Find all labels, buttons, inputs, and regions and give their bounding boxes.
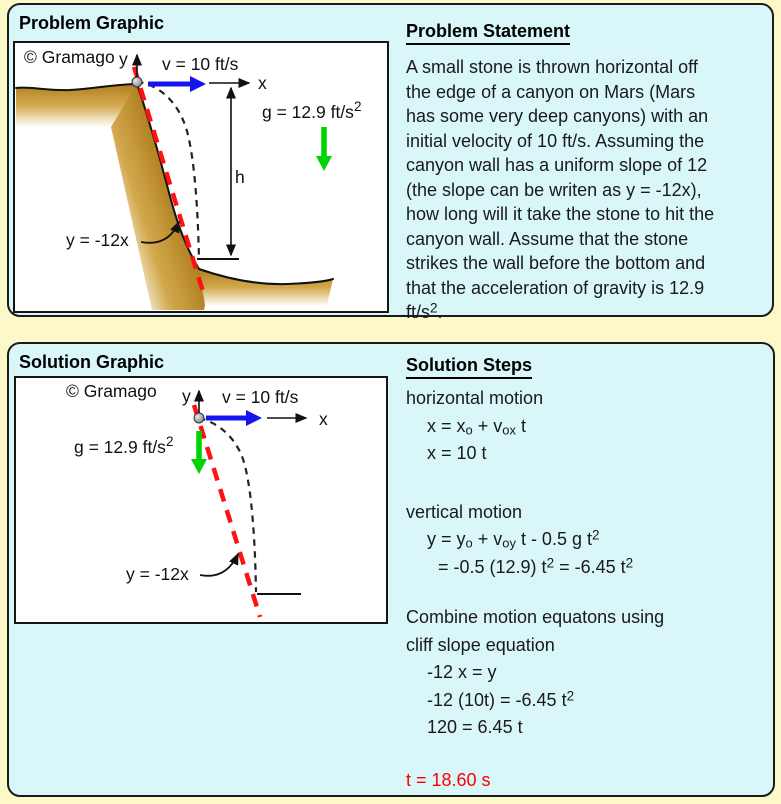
gravity-label: g = 12.9 $ft/s^2$: [262, 99, 362, 122]
height-label: h: [235, 167, 245, 187]
velocity-label: v = 10 ft/s: [162, 54, 239, 74]
x-axis-label: x: [319, 409, 328, 429]
problem-graphic-box: [13, 41, 389, 313]
problem-statement-text: [406, 55, 774, 325]
statement-line: how long will it take the stone to hit the: [406, 204, 715, 224]
step-heading-vertical: vertical motion: [406, 501, 523, 522]
gravity-arrow: [316, 127, 332, 171]
solution-panel-title: Solution Graphic: [19, 352, 165, 372]
equation-combine-3: 120 = 6.45 t: [427, 717, 523, 737]
equation-combine-1: -12 x = y: [427, 662, 497, 682]
slope-equation-callout: [126, 554, 238, 584]
y-axis-label: y: [182, 386, 191, 406]
slope-equation-label: y = -12x: [126, 564, 189, 584]
solution-panel: [7, 342, 775, 797]
statement-line: (the slope can be writen as y = -12x),: [406, 179, 702, 200]
solution-graphic-svg: [16, 378, 386, 622]
statement-line: A small stone is thrown horizontal off: [406, 57, 698, 77]
gravity-label: g = 12.9 $ft/s^2$: [74, 434, 174, 457]
solution-steps-title: Solution Steps: [406, 355, 532, 379]
step-heading-combine-1: Combine motion equatons using: [406, 607, 665, 627]
statement-line: canyon wall. Assume that the stone: [406, 228, 689, 249]
statement-line: strikes the wall before the bottom and: [406, 253, 706, 273]
equation-y-value: = -0.5 (12.9) $t^2 = -6.45$ $t^2$: [438, 555, 634, 577]
equation-y-general: $y = y_o + v_{oy}$ t - 0.5 g $t^2$: [427, 527, 600, 551]
solution-graphic-box: [14, 376, 388, 624]
height-dimension: [231, 88, 245, 255]
problem-panel: [7, 3, 774, 322]
step-heading-combine-2: cliff slope equation: [406, 634, 555, 655]
stone: [194, 413, 204, 423]
statement-line: the edge of a canyon on Mars (Mars: [406, 81, 696, 102]
problem-graphic-svg: [15, 43, 387, 311]
velocity-arrow: [148, 76, 206, 92]
statement-line-last: $ft/s^2$.: [406, 300, 443, 322]
trajectory-dashed-curve: [199, 418, 256, 592]
statement-line: that the acceleration of gravity is 12.9: [406, 277, 705, 298]
equation-x-value: x = 10 t: [427, 443, 487, 463]
result-value: t = 18.60 s: [406, 769, 491, 790]
x-axis: [267, 409, 328, 429]
velocity-label: v = 10 ft/s: [222, 387, 299, 407]
solution-steps-text: [406, 385, 774, 794]
problem-panel-title: Problem Graphic: [19, 13, 165, 33]
watermark: © Gramago: [24, 47, 115, 67]
watermark: © Gramago: [66, 381, 157, 401]
stone: [132, 77, 142, 87]
y-axis-label: y: [119, 49, 128, 69]
equation-x-general: $x = x_o + v_{ox}$ t: [427, 415, 526, 438]
x-axis-label: x: [258, 73, 267, 93]
statement-line: initial velocity of 10 ft/s. Assuming the: [406, 130, 705, 151]
slope-equation-label: y = -12x: [66, 230, 129, 250]
statement-line: has some very deep canyons) with an: [406, 106, 709, 126]
cliff-slope-dashed-line: [194, 405, 260, 617]
problem-statement-title: Problem Statement: [406, 21, 570, 45]
step-heading-horizontal: horizontal motion: [406, 388, 544, 408]
statement-line: canyon wall has a uniform slope of 12: [406, 155, 708, 175]
equation-combine-2: -12 (10t) = -6.45 $t^2$: [427, 688, 575, 710]
x-axis: [209, 73, 267, 93]
